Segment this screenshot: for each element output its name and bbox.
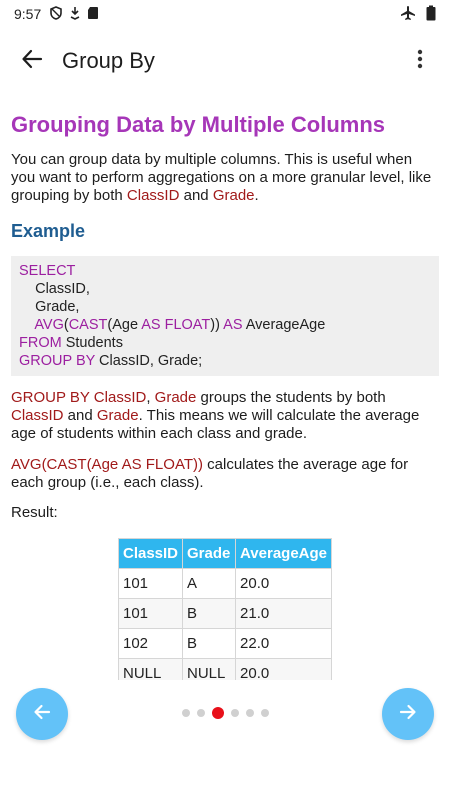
example-heading: Example (11, 221, 86, 241)
code-keyword: AVG (19, 317, 64, 333)
intro-text: and (179, 187, 213, 204)
code-keyword: AS FLOAT (141, 317, 211, 333)
column-header: Grade (183, 539, 236, 569)
table-cell: 101 (118, 569, 182, 599)
keyword-grade: Grade (96, 407, 139, 424)
code-text: (Age (107, 317, 142, 333)
code-keyword: CAST (68, 317, 108, 333)
code-keyword: SELECT (19, 263, 76, 279)
intro-text: . (254, 187, 259, 204)
explanation-text: . This means we will calculate the average age of students within each class and grade. (11, 407, 420, 442)
table-row (118, 569, 331, 599)
table-row (118, 599, 331, 629)
keyword-avg-cast: AVG(CAST(Age AS FLOAT)) (11, 456, 203, 473)
avg-explanation-paragraph (11, 456, 439, 492)
status-bar (0, 0, 450, 28)
section-heading: Grouping Data by Multiple Columns (11, 112, 385, 137)
status-right (400, 5, 436, 24)
next-page-button[interactable] (382, 688, 434, 740)
code-keyword: AS (223, 317, 243, 333)
table-cell: 102 (118, 629, 182, 659)
table-cell: B (183, 629, 236, 659)
column-header: AverageAge (236, 539, 332, 569)
code-keyword: FROM (19, 335, 62, 351)
page-dot[interactable] (246, 709, 254, 717)
table-cell: A (183, 569, 236, 599)
airplane-mode-icon (400, 5, 416, 24)
table-cell: 21.0 (236, 599, 332, 629)
table-row (118, 659, 331, 681)
explanation-text: and (63, 407, 97, 424)
lesson-content[interactable] (0, 94, 450, 680)
column-header: ClassID (118, 539, 182, 569)
code-text: ( (63, 317, 69, 333)
more-vert-icon (417, 49, 423, 74)
table-cell: 20.0 (236, 569, 332, 599)
table-cell: NULL (183, 659, 236, 681)
status-time: 9:57 (14, 6, 42, 22)
back-button[interactable] (4, 33, 60, 89)
table-cell: 22.0 (236, 629, 332, 659)
result-table (118, 538, 332, 680)
table-row (118, 629, 331, 659)
keyword-classid: ClassID (11, 407, 64, 424)
page-title: Group By (62, 48, 155, 73)
page-dot-active[interactable] (212, 707, 224, 719)
table-cell: NULL (118, 659, 182, 681)
code-text: ClassID, (19, 281, 90, 297)
arrow-back-icon (21, 48, 43, 75)
intro-text: You can group data by multiple columns. This is useful when you want to perform aggregations on a more granular level, like grouping by both (11, 151, 432, 204)
table-header-row (118, 539, 331, 569)
keyword-classid: ClassID (126, 187, 180, 204)
page-dot[interactable] (197, 709, 205, 717)
table-cell: 101 (118, 599, 182, 629)
code-text: )) (210, 317, 224, 333)
keyword-grade: Grade (212, 187, 255, 204)
keyword-grade: Grade (154, 389, 197, 406)
keyword-group-by: GROUP BY ClassID (11, 389, 147, 406)
code-keyword: GROUP BY (19, 353, 96, 369)
overflow-menu-button[interactable] (396, 37, 444, 85)
table-cell: 20.0 (236, 659, 332, 681)
page-dot[interactable] (231, 709, 239, 717)
table-cell: B (183, 599, 236, 629)
code-block (11, 256, 439, 376)
explanation-text: , (146, 389, 155, 406)
code-text: Students (61, 335, 123, 351)
explanation-text: calculates the average age for each group (i.e., each class). (11, 456, 409, 491)
sd-card-icon (87, 6, 99, 23)
code-text: AverageAge (242, 317, 326, 333)
shield-icon (49, 6, 63, 23)
code-text: ClassID, Grade; (95, 353, 203, 369)
explanation-paragraph (11, 389, 439, 443)
code-text: Grade, (19, 299, 80, 315)
result-label: Result: (11, 504, 58, 521)
app-bar (0, 28, 450, 94)
arrow-right-icon (398, 702, 418, 727)
battery-icon (426, 5, 436, 24)
page-dot[interactable] (261, 709, 269, 717)
intro-paragraph (11, 151, 439, 205)
explanation-text: groups the students by both (196, 389, 386, 406)
download-icon (69, 6, 81, 23)
page-dot[interactable] (182, 709, 190, 717)
